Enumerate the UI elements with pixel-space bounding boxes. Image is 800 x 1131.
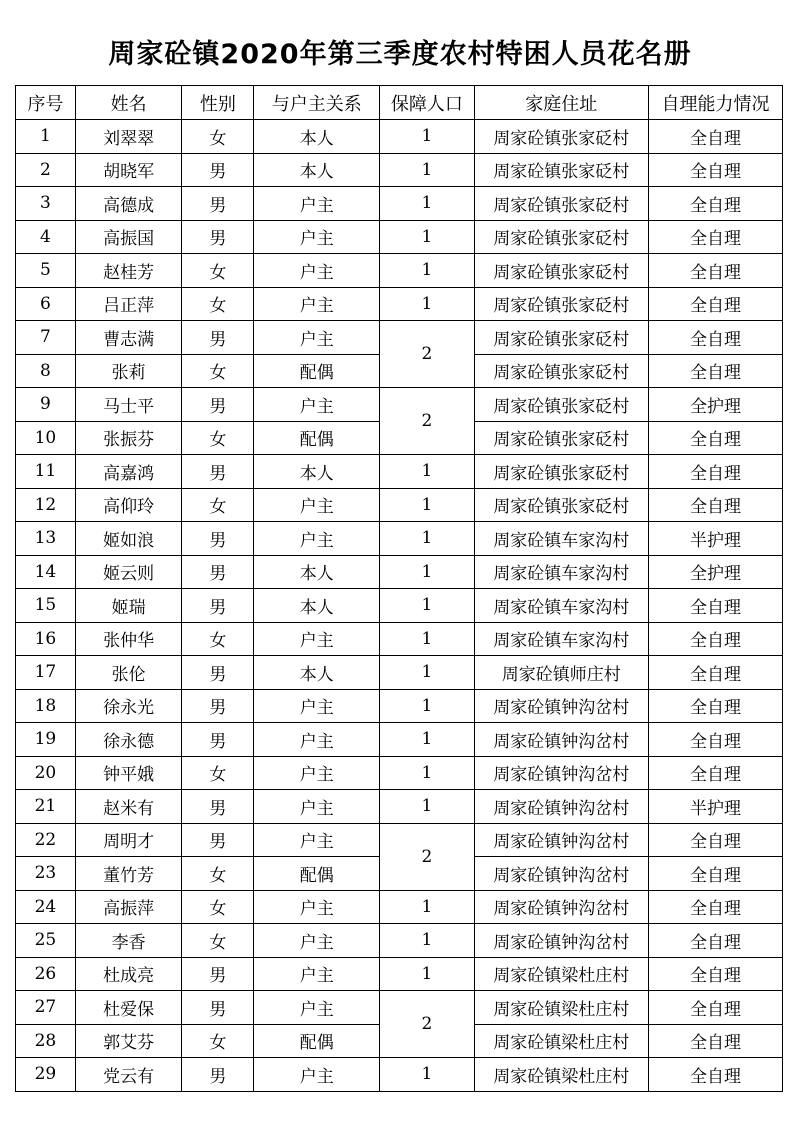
table-row [16, 522, 783, 556]
address-cell: 周家砼镇梁杜庄村 [474, 991, 649, 1025]
address-cell: 周家砼镇车家沟村 [474, 522, 649, 556]
name-cell: 姬云则 [75, 555, 182, 589]
relation-cell: 户主 [254, 890, 380, 924]
name-cell: 董竹芳 [75, 857, 182, 891]
seq-cell: 4 [16, 220, 76, 254]
ability-cell: 全自理 [649, 455, 783, 489]
relation-cell: 配偶 [254, 354, 380, 388]
address-cell: 周家砼镇钟沟岔村 [474, 924, 649, 958]
seq-cell: 18 [16, 689, 76, 723]
people-cell: 1 [380, 689, 474, 723]
name-cell: 郭艾芬 [75, 1024, 182, 1058]
people-cell: 1 [380, 153, 474, 187]
name-cell: 李香 [75, 924, 182, 958]
address-cell: 周家砼镇钟沟岔村 [474, 823, 649, 857]
ability-cell: 全自理 [649, 924, 783, 958]
gender-cell: 男 [182, 991, 254, 1025]
relation-cell: 户主 [254, 187, 380, 221]
header-relation: 与户主关系 [254, 86, 380, 120]
address-cell: 周家砼镇梁杜庄村 [474, 957, 649, 991]
name-cell: 姬瑞 [75, 589, 182, 623]
header-address: 家庭住址 [474, 86, 649, 120]
people-cell: 1 [380, 622, 474, 656]
relation-cell: 户主 [254, 924, 380, 958]
ability-cell: 全自理 [649, 153, 783, 187]
people-cell: 1 [380, 723, 474, 757]
gender-cell: 男 [182, 321, 254, 355]
table-row [16, 656, 783, 690]
relation-cell: 本人 [254, 656, 380, 690]
relation-cell: 户主 [254, 488, 380, 522]
table-row [16, 388, 783, 422]
name-cell: 张振芬 [75, 421, 182, 455]
name-cell: 高德成 [75, 187, 182, 221]
relation-cell: 户主 [254, 321, 380, 355]
seq-cell: 22 [16, 823, 76, 857]
name-cell: 徐永德 [75, 723, 182, 757]
name-cell: 高仰玲 [75, 488, 182, 522]
table-row [16, 924, 783, 958]
table-row [16, 187, 783, 221]
seq-cell: 16 [16, 622, 76, 656]
relation-cell: 配偶 [254, 857, 380, 891]
people-cell: 1 [380, 120, 474, 154]
seq-cell: 8 [16, 354, 76, 388]
people-cell: 1 [380, 254, 474, 288]
people-cell: 1 [380, 924, 474, 958]
relation-cell: 户主 [254, 957, 380, 991]
seq-cell: 26 [16, 957, 76, 991]
name-cell: 杜成亮 [75, 957, 182, 991]
gender-cell: 女 [182, 120, 254, 154]
seq-cell: 25 [16, 924, 76, 958]
people-cell: 1 [380, 522, 474, 556]
roster-table [15, 85, 783, 1092]
name-cell: 吕正萍 [75, 287, 182, 321]
ability-cell: 全自理 [649, 254, 783, 288]
ability-cell: 全自理 [649, 120, 783, 154]
relation-cell: 户主 [254, 522, 380, 556]
gender-cell: 男 [182, 723, 254, 757]
table-row [16, 488, 783, 522]
address-cell: 周家砼镇张家砭村 [474, 120, 649, 154]
people-cell: 1 [380, 488, 474, 522]
relation-cell: 户主 [254, 287, 380, 321]
ability-cell: 全自理 [649, 823, 783, 857]
gender-cell: 男 [182, 823, 254, 857]
name-cell: 张伦 [75, 656, 182, 690]
relation-cell: 本人 [254, 120, 380, 154]
name-cell: 赵米有 [75, 790, 182, 824]
seq-cell: 29 [16, 1058, 76, 1092]
address-cell: 周家砼镇钟沟岔村 [474, 689, 649, 723]
people-cell: 1 [380, 220, 474, 254]
table-row [16, 622, 783, 656]
address-cell: 周家砼镇张家砭村 [474, 287, 649, 321]
gender-cell: 男 [182, 187, 254, 221]
people-cell: 1 [380, 656, 474, 690]
people-cell: 1 [380, 957, 474, 991]
gender-cell: 男 [182, 153, 254, 187]
seq-cell: 23 [16, 857, 76, 891]
header-name: 姓名 [75, 86, 182, 120]
seq-cell: 5 [16, 254, 76, 288]
table-row [16, 890, 783, 924]
name-cell: 赵桂芳 [75, 254, 182, 288]
address-cell: 周家砼镇张家砭村 [474, 321, 649, 355]
gender-cell: 女 [182, 254, 254, 288]
gender-cell: 男 [182, 790, 254, 824]
relation-cell: 户主 [254, 991, 380, 1025]
ability-cell: 全自理 [649, 354, 783, 388]
address-cell: 周家砼镇梁杜庄村 [474, 1058, 649, 1092]
relation-cell: 户主 [254, 622, 380, 656]
page-title: 周家砼镇2020年第三季度农村特困人员花名册 [108, 39, 692, 70]
address-cell: 周家砼镇车家沟村 [474, 589, 649, 623]
relation-cell: 本人 [254, 455, 380, 489]
table-row [16, 957, 783, 991]
table-row [16, 321, 783, 355]
name-cell: 高嘉鸿 [75, 455, 182, 489]
ability-cell: 全自理 [649, 488, 783, 522]
ability-cell: 全自理 [649, 220, 783, 254]
ability-cell: 全自理 [649, 857, 783, 891]
table-row [16, 991, 783, 1025]
address-cell: 周家砼镇张家砭村 [474, 254, 649, 288]
relation-cell: 户主 [254, 388, 380, 422]
relation-cell: 户主 [254, 823, 380, 857]
name-cell: 钟平娥 [75, 756, 182, 790]
table-row [16, 220, 783, 254]
seq-cell: 3 [16, 187, 76, 221]
relation-cell: 配偶 [254, 421, 380, 455]
table-row [16, 823, 783, 857]
address-cell: 周家砼镇师庄村 [474, 656, 649, 690]
seq-cell: 11 [16, 455, 76, 489]
ability-cell: 全自理 [649, 656, 783, 690]
people-cell: 2 [380, 321, 474, 388]
address-cell: 周家砼镇钟沟岔村 [474, 756, 649, 790]
seq-cell: 28 [16, 1024, 76, 1058]
name-cell: 高振国 [75, 220, 182, 254]
ability-cell: 全自理 [649, 1058, 783, 1092]
gender-cell: 女 [182, 1024, 254, 1058]
address-cell: 周家砼镇车家沟村 [474, 555, 649, 589]
table-row [16, 1058, 783, 1092]
gender-cell: 女 [182, 890, 254, 924]
seq-cell: 13 [16, 522, 76, 556]
people-cell: 1 [380, 589, 474, 623]
gender-cell: 男 [182, 1058, 254, 1092]
table-row [16, 589, 783, 623]
name-cell: 曹志满 [75, 321, 182, 355]
relation-cell: 户主 [254, 723, 380, 757]
table-row [16, 689, 783, 723]
table-row [16, 120, 783, 154]
header-row [16, 86, 783, 120]
seq-cell: 21 [16, 790, 76, 824]
address-cell: 周家砼镇张家砭村 [474, 153, 649, 187]
table-row [16, 455, 783, 489]
seq-cell: 12 [16, 488, 76, 522]
ability-cell: 全自理 [649, 421, 783, 455]
gender-cell: 男 [182, 220, 254, 254]
seq-cell: 1 [16, 120, 76, 154]
address-cell: 周家砼镇钟沟岔村 [474, 723, 649, 757]
name-cell: 高振萍 [75, 890, 182, 924]
address-cell: 周家砼镇张家砭村 [474, 388, 649, 422]
people-cell: 1 [380, 1058, 474, 1092]
ability-cell: 全自理 [649, 321, 783, 355]
name-cell: 徐永光 [75, 689, 182, 723]
address-cell: 周家砼镇梁杜庄村 [474, 1024, 649, 1058]
people-cell: 1 [380, 187, 474, 221]
gender-cell: 男 [182, 957, 254, 991]
relation-cell: 户主 [254, 254, 380, 288]
people-cell: 2 [380, 991, 474, 1058]
name-cell: 张仲华 [75, 622, 182, 656]
people-cell: 1 [380, 790, 474, 824]
gender-cell: 男 [182, 522, 254, 556]
seq-cell: 27 [16, 991, 76, 1025]
ability-cell: 全自理 [649, 689, 783, 723]
header-seq: 序号 [16, 86, 76, 120]
name-cell: 党云有 [75, 1058, 182, 1092]
name-cell: 姬如浪 [75, 522, 182, 556]
seq-cell: 2 [16, 153, 76, 187]
seq-cell: 7 [16, 321, 76, 355]
gender-cell: 女 [182, 924, 254, 958]
ability-cell: 全护理 [649, 555, 783, 589]
ability-cell: 全自理 [649, 723, 783, 757]
ability-cell: 全自理 [649, 756, 783, 790]
people-cell: 1 [380, 455, 474, 489]
gender-cell: 女 [182, 287, 254, 321]
table-row [16, 555, 783, 589]
header-people: 保障人口 [380, 86, 474, 120]
people-cell: 1 [380, 555, 474, 589]
ability-cell: 全自理 [649, 589, 783, 623]
header-gender: 性别 [182, 86, 254, 120]
address-cell: 周家砼镇张家砭村 [474, 455, 649, 489]
address-cell: 周家砼镇钟沟岔村 [474, 857, 649, 891]
seq-cell: 14 [16, 555, 76, 589]
address-cell: 周家砼镇钟沟岔村 [474, 790, 649, 824]
people-cell: 1 [380, 287, 474, 321]
relation-cell: 本人 [254, 555, 380, 589]
name-cell: 马士平 [75, 388, 182, 422]
table-row [16, 254, 783, 288]
seq-cell: 24 [16, 890, 76, 924]
address-cell: 周家砼镇张家砭村 [474, 421, 649, 455]
table-row [16, 790, 783, 824]
roster-body [16, 120, 783, 1092]
relation-cell: 户主 [254, 756, 380, 790]
relation-cell: 本人 [254, 153, 380, 187]
ability-cell: 半护理 [649, 522, 783, 556]
ability-cell: 全自理 [649, 991, 783, 1025]
ability-cell: 全自理 [649, 890, 783, 924]
gender-cell: 男 [182, 555, 254, 589]
ability-cell: 全自理 [649, 1024, 783, 1058]
ability-cell: 全自理 [649, 957, 783, 991]
gender-cell: 女 [182, 354, 254, 388]
seq-cell: 20 [16, 756, 76, 790]
seq-cell: 6 [16, 287, 76, 321]
address-cell: 周家砼镇钟沟岔村 [474, 890, 649, 924]
seq-cell: 19 [16, 723, 76, 757]
address-cell: 周家砼镇车家沟村 [474, 622, 649, 656]
header-ability: 自理能力情况 [649, 86, 783, 120]
table-row [16, 723, 783, 757]
gender-cell: 女 [182, 488, 254, 522]
address-cell: 周家砼镇张家砭村 [474, 354, 649, 388]
gender-cell: 女 [182, 622, 254, 656]
address-cell: 周家砼镇张家砭村 [474, 488, 649, 522]
table-row [16, 287, 783, 321]
ability-cell: 全自理 [649, 287, 783, 321]
seq-cell: 9 [16, 388, 76, 422]
people-cell: 2 [380, 823, 474, 890]
seq-cell: 10 [16, 421, 76, 455]
relation-cell: 户主 [254, 790, 380, 824]
people-cell: 1 [380, 756, 474, 790]
table-row [16, 756, 783, 790]
gender-cell: 男 [182, 455, 254, 489]
gender-cell: 女 [182, 756, 254, 790]
address-cell: 周家砼镇张家砭村 [474, 220, 649, 254]
relation-cell: 本人 [254, 589, 380, 623]
seq-cell: 15 [16, 589, 76, 623]
ability-cell: 全自理 [649, 187, 783, 221]
name-cell: 杜爱保 [75, 991, 182, 1025]
relation-cell: 户主 [254, 689, 380, 723]
gender-cell: 女 [182, 421, 254, 455]
gender-cell: 女 [182, 857, 254, 891]
ability-cell: 全护理 [649, 388, 783, 422]
ability-cell: 半护理 [649, 790, 783, 824]
relation-cell: 户主 [254, 1058, 380, 1092]
name-cell: 张莉 [75, 354, 182, 388]
people-cell: 2 [380, 388, 474, 455]
address-cell: 周家砼镇张家砭村 [474, 187, 649, 221]
name-cell: 胡晓军 [75, 153, 182, 187]
name-cell: 刘翠翠 [75, 120, 182, 154]
relation-cell: 户主 [254, 220, 380, 254]
gender-cell: 男 [182, 589, 254, 623]
gender-cell: 男 [182, 388, 254, 422]
table-row [16, 153, 783, 187]
seq-cell: 17 [16, 656, 76, 690]
name-cell: 周明才 [75, 823, 182, 857]
gender-cell: 男 [182, 689, 254, 723]
gender-cell: 男 [182, 656, 254, 690]
people-cell: 1 [380, 890, 474, 924]
relation-cell: 配偶 [254, 1024, 380, 1058]
ability-cell: 全自理 [649, 622, 783, 656]
